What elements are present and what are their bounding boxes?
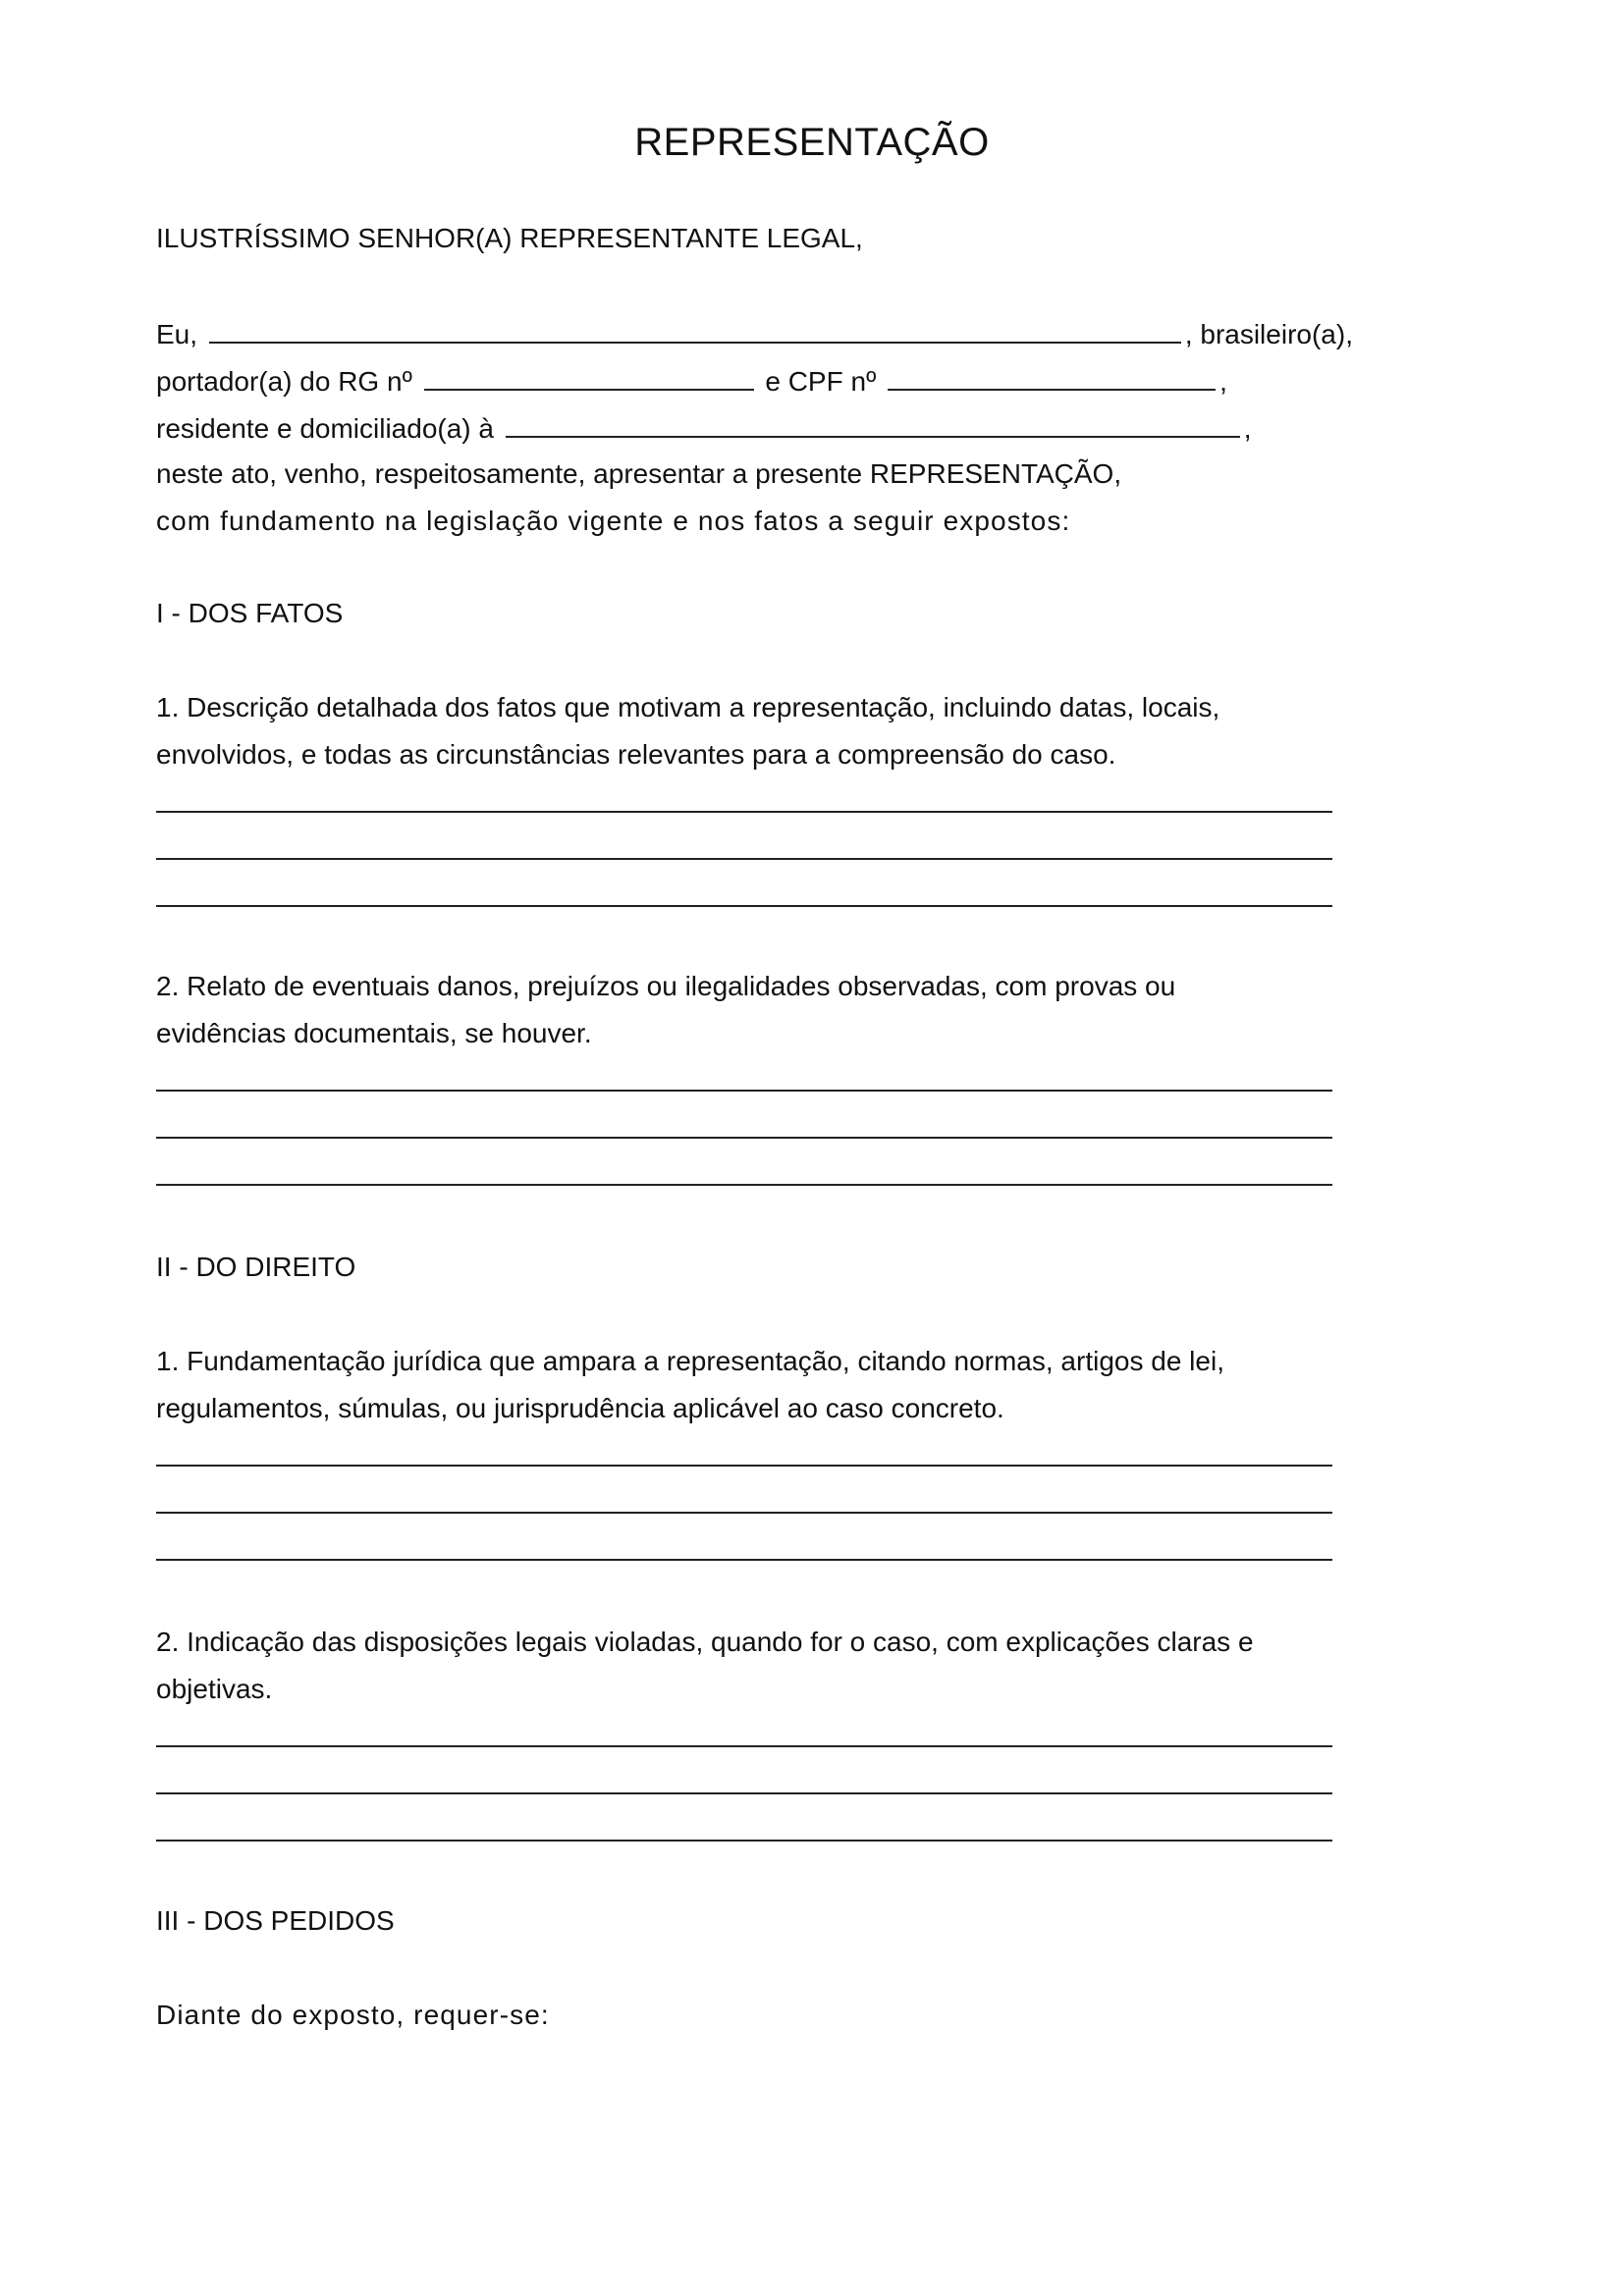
direito-item-1-line-1: 1. Fundamentação jurídica que ampara a representação, citando normas, artigos de lei, bbox=[156, 1346, 1224, 1376]
answer-line[interactable] bbox=[156, 1465, 1332, 1467]
eu-label: Eu, bbox=[156, 319, 198, 349]
address-line bbox=[156, 410, 1252, 446]
answer-line[interactable] bbox=[156, 1840, 1332, 1842]
document-title: REPRESENTAÇÃO bbox=[634, 121, 990, 164]
address-label: residente e domiciliado(a) à bbox=[156, 413, 494, 444]
answer-line[interactable] bbox=[156, 1745, 1332, 1747]
answer-line[interactable] bbox=[156, 1512, 1332, 1514]
fatos-item-2-line-2: evidências documentais, se houver. bbox=[156, 1018, 592, 1048]
name-blank-field[interactable] bbox=[209, 316, 1181, 344]
answer-line[interactable] bbox=[156, 811, 1332, 813]
address-end: , bbox=[1243, 413, 1252, 444]
answer-line[interactable] bbox=[156, 858, 1332, 860]
fatos-item-1-line-2: envolvidos, e todas as circunstâncias relevantes para a compreensão do caso. bbox=[156, 739, 1116, 770]
answer-line[interactable] bbox=[156, 905, 1332, 907]
direito-item-2-line-2: objetivas. bbox=[156, 1674, 273, 1704]
direito-item-2-line-1: 2. Indicação das disposições legais violadas, quando for o caso, com explicações claras e bbox=[156, 1627, 1254, 1657]
nationality-label: , brasileiro(a), bbox=[1184, 319, 1353, 349]
answer-line[interactable] bbox=[156, 1137, 1332, 1139]
answer-line[interactable] bbox=[156, 1090, 1332, 1092]
rg-label: portador(a) do RG nº bbox=[156, 366, 412, 397]
name-line bbox=[156, 316, 1353, 351]
answer-line[interactable] bbox=[156, 1559, 1332, 1561]
fatos-item-2-line-1: 2. Relato de eventuais danos, prejuízos ou ilegalidades observadas, com provas ou bbox=[156, 971, 1176, 1001]
fatos-item-1-line-1: 1. Descrição detalhada dos fatos que motivam a representação, incluindo datas, locais, bbox=[156, 692, 1220, 722]
direito-item-1-line-2: regulamentos, súmulas, ou jurisprudência aplicável ao caso concreto. bbox=[156, 1393, 1004, 1423]
pedidos-intro: Diante do exposto, requer-se: bbox=[156, 2000, 550, 2030]
address-blank-field[interactable] bbox=[506, 410, 1240, 438]
cpf-label: e CPF nº bbox=[765, 366, 877, 397]
section-direito-heading: II - DO DIREITO bbox=[156, 1252, 356, 1282]
documents-line bbox=[156, 363, 1227, 399]
section-fatos-heading: I - DOS FATOS bbox=[156, 598, 344, 628]
answer-line[interactable] bbox=[156, 1792, 1332, 1794]
cpf-blank-field[interactable] bbox=[888, 363, 1216, 391]
basis-line: com fundamento na legislação vigente e nos fatos a seguir expostos: bbox=[156, 506, 1071, 536]
salutation: ILUSTRÍSSIMO SENHOR(A) REPRESENTANTE LEGAL, bbox=[156, 223, 863, 253]
section-pedidos-heading: III - DOS PEDIDOS bbox=[156, 1905, 395, 1936]
intro-line: neste ato, venho, respeitosamente, apresentar a presente REPRESENTAÇÃO, bbox=[156, 458, 1122, 489]
cpf-end: , bbox=[1219, 366, 1227, 397]
rg-blank-field[interactable] bbox=[424, 363, 754, 391]
answer-line[interactable] bbox=[156, 1184, 1332, 1186]
